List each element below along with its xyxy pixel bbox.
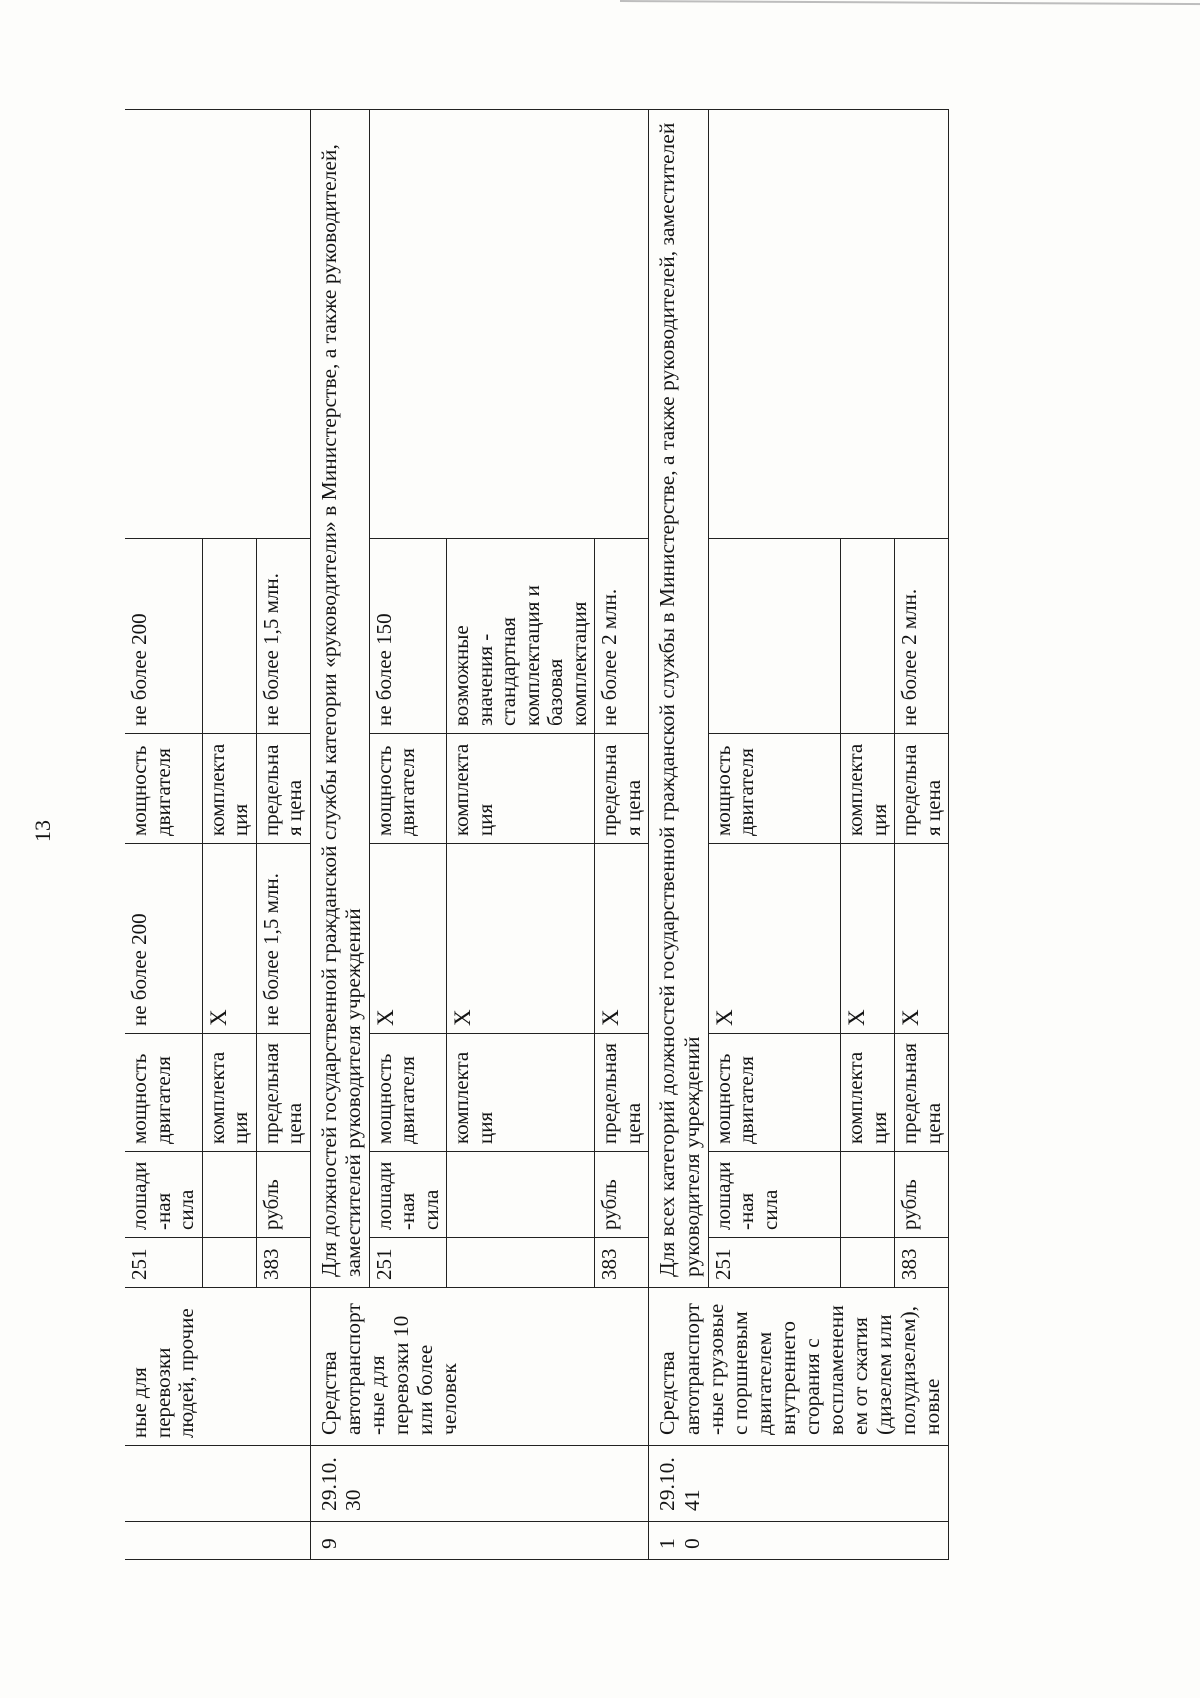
rotated-table-frame (125, 110, 1145, 1560)
okei-code-cell (202, 1238, 256, 1288)
characteristic-b-cell: предельная цена (595, 734, 649, 844)
okei-code-cell: 251 (125, 1238, 202, 1288)
characteristic-b-cell: комплектация (202, 734, 256, 844)
characteristic-b-cell: мощность двигателя (125, 734, 202, 844)
unit-name-cell (202, 1152, 256, 1238)
characteristic-a-cell: мощность двигателя (369, 1034, 447, 1152)
page-number: 13 (30, 820, 55, 842)
value-a-cell: X (895, 844, 949, 1034)
characteristic-b-cell: комплектация (841, 734, 895, 844)
characteristic-b-cell: предельная цена (895, 734, 949, 844)
value-b-cell (202, 539, 256, 734)
value-a-cell: X (841, 844, 895, 1034)
okei-code-cell: 383 (895, 1238, 949, 1288)
value-a-cell: X (202, 844, 256, 1034)
row-number-cell: 9 (310, 1522, 649, 1560)
value-b-cell: не более 2 млн. (595, 539, 649, 734)
value-b-cell: возможные значения - стандартная комплектация и базовая комплектация (447, 539, 595, 734)
row-number-cell (125, 1522, 310, 1560)
value-b-cell (708, 539, 841, 734)
unit-name-cell: лошади-ная сила (708, 1152, 841, 1238)
characteristic-a-cell: мощность двигателя (125, 1034, 202, 1152)
section-heading: Для должностей государственной гражданской службы категории «руководители» в Министерстве, а также руководителей, заместителей руководителя учреждений (310, 110, 369, 1288)
section-heading-row (310, 110, 369, 1560)
table-row (125, 110, 202, 1560)
section-heading: Для всех категорий должностей государственной гражданской службы в Министерстве, а также руководителей, заместителей руководителя учреждений (649, 110, 708, 1288)
okei-code-cell (841, 1238, 895, 1288)
unit-name-cell (841, 1152, 895, 1238)
value-b-cell: не более 2 млн. (895, 539, 949, 734)
characteristic-a-cell: предельная цена (256, 1034, 310, 1152)
okei-code-cell: 251 (369, 1238, 447, 1288)
value-a-cell: X (447, 844, 595, 1034)
note-cell (708, 110, 949, 539)
characteristic-b-cell: мощность двигателя (708, 734, 841, 844)
okei-code-cell (447, 1238, 595, 1288)
value-a-cell: X (369, 844, 447, 1034)
value-a-cell: X (708, 844, 841, 1034)
row-number-cell: 10 (649, 1522, 949, 1560)
note-cell (369, 110, 649, 539)
note-cell (125, 110, 310, 539)
characteristic-a-cell: комплектация (841, 1034, 895, 1152)
value-b-cell (841, 539, 895, 734)
okei-code-cell: 383 (256, 1238, 310, 1288)
unit-name-cell: рубль (256, 1152, 310, 1238)
unit-name-cell: лошади-ная сила (369, 1152, 447, 1238)
okpd-code-cell (125, 1446, 310, 1522)
okpd-code-cell: 29.10.30 (310, 1446, 649, 1522)
value-a-cell: не более 200 (125, 844, 202, 1034)
product-name-cell: ные для перевозки людей, прочие (125, 1288, 310, 1446)
characteristic-a-cell: мощность двигателя (708, 1034, 841, 1152)
characteristic-a-cell: комплектация (447, 1034, 595, 1152)
value-a-cell: X (595, 844, 649, 1034)
specification-table (125, 109, 949, 1560)
value-b-cell: не более 1,5 млн. (256, 539, 310, 734)
unit-name-cell: рубль (595, 1152, 649, 1238)
okpd-code-cell: 29.10.41 (649, 1446, 949, 1522)
characteristic-b-cell: комплектация (447, 734, 595, 844)
product-name-cell: Средства автотранспорт-ные для перевозки 10 или более человек (310, 1288, 649, 1446)
unit-name-cell: рубль (895, 1152, 949, 1238)
value-b-cell: не более 150 (369, 539, 447, 734)
value-b-cell: не более 200 (125, 539, 202, 734)
unit-name-cell: лошади-ная сила (125, 1152, 202, 1238)
characteristic-a-cell: комплектация (202, 1034, 256, 1152)
section-heading-row (649, 110, 708, 1560)
okei-code-cell: 251 (708, 1238, 841, 1288)
characteristic-b-cell: предельная цена (256, 734, 310, 844)
characteristic-a-cell: предельная цена (595, 1034, 649, 1152)
scan-edge-line (620, 0, 1200, 5)
unit-name-cell (447, 1152, 595, 1238)
okei-code-cell: 383 (595, 1238, 649, 1288)
product-name-cell: Средства автотранспорт-ные грузовые с поршневым двигателем внутреннего сгорания с воспламенением от сжатия (дизелем или полудизелем), новые (649, 1288, 949, 1446)
characteristic-b-cell: мощность двигателя (369, 734, 447, 844)
characteristic-a-cell: предельная цена (895, 1034, 949, 1152)
value-a-cell: не более 1,5 млн. (256, 844, 310, 1034)
